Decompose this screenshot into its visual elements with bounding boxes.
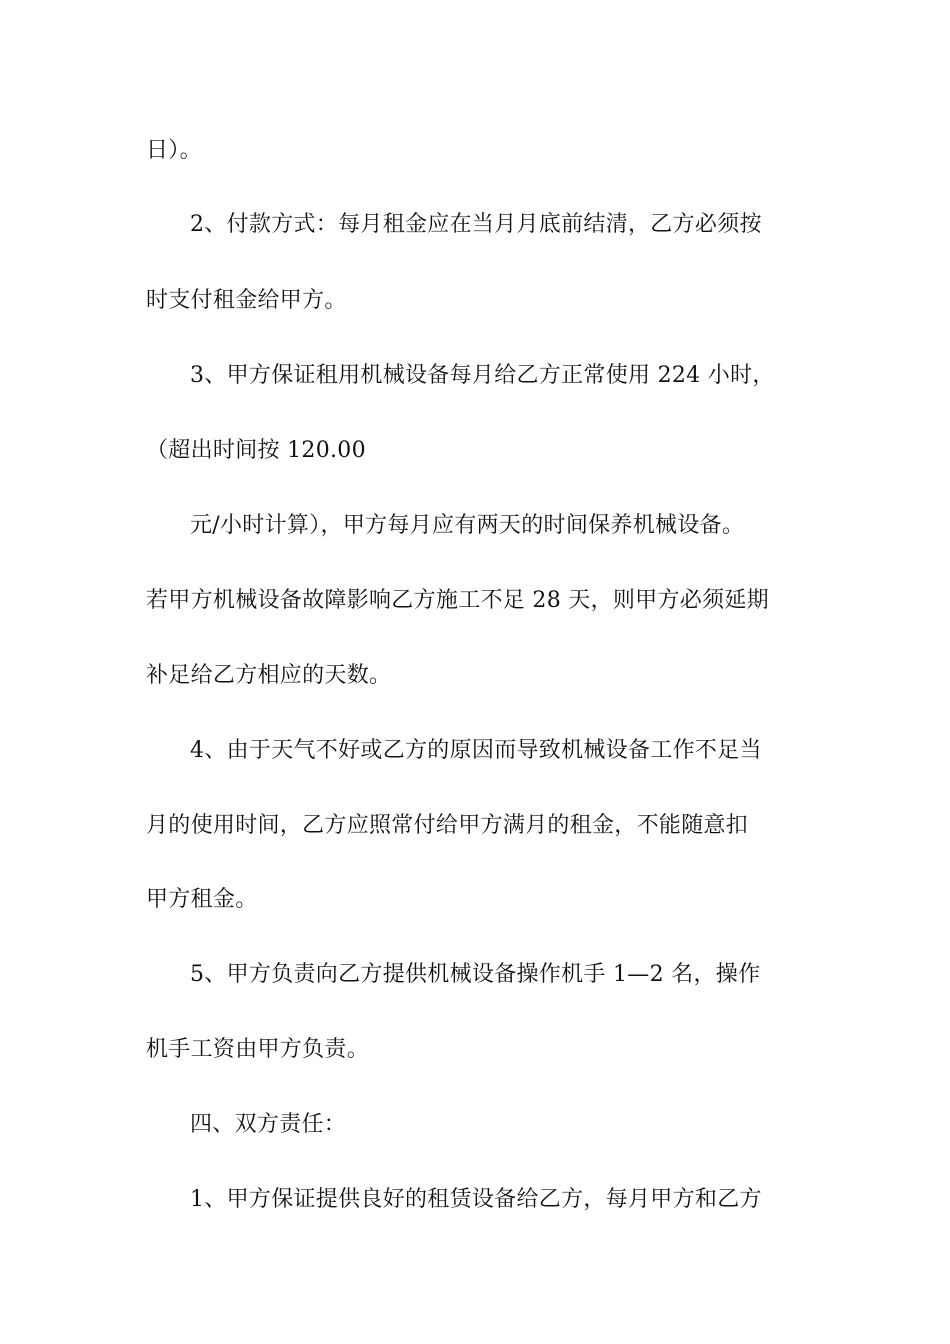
text-line: 元/小时计算），甲方每月应有两天的时间保养机械设备。 — [190, 513, 745, 538]
text-line: 若甲方机械设备故障影响乙方施工不足 28 天，则甲方必须延期 — [146, 588, 769, 613]
text-line: 3、甲方保证租用机械设备每月给乙方正常使用 224 小时， — [190, 363, 775, 388]
text-line: 时支付租金给甲方。 — [146, 288, 347, 313]
text-line: 5、甲方负责向乙方提供机械设备操作机手 1—2 名，操作 — [190, 962, 761, 987]
text-line: 机手工资由甲方负责。 — [146, 1037, 370, 1062]
text-line: 1、甲方保证提供良好的租赁设备给乙方，每月甲方和乙方 — [190, 1187, 762, 1212]
text-line: 补足给乙方相应的天数。 — [146, 663, 392, 688]
text-line: 甲方租金。 — [146, 887, 258, 912]
text-line: 2、付款方式：每月租金应在当月月底前结清，乙方必须按 — [190, 212, 762, 237]
section-heading: 四、双方责任： — [190, 1112, 347, 1137]
text-line: 日）。 — [146, 138, 202, 163]
text-line: （超出时间按 120.00 — [146, 438, 366, 463]
text-line: 4、由于天气不好或乙方的原因而导致机械设备工作不足当 — [190, 738, 762, 763]
text-line: 月的使用时间，乙方应照常付给甲方满月的租金，不能随意扣 — [146, 813, 749, 838]
